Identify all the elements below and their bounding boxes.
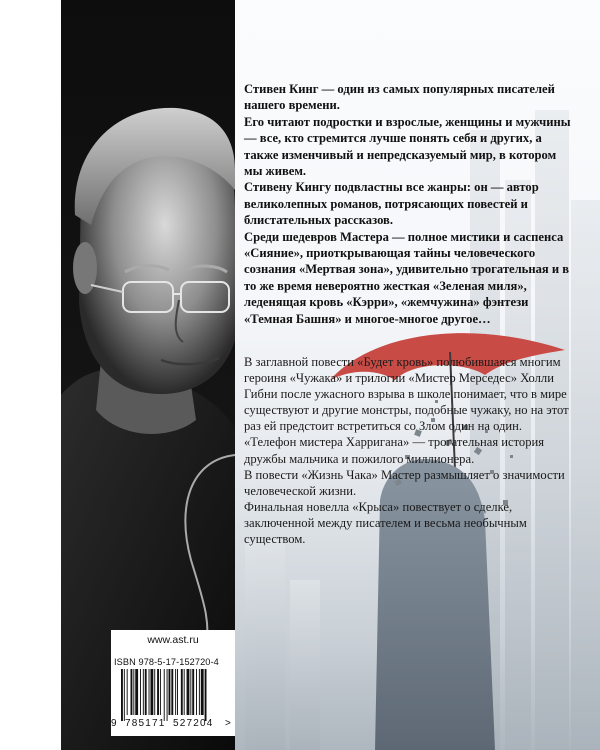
annotation-paragraph: В повести «Жизнь Чака» Мастер размышляет о значимости человеческой жизни. [244, 467, 565, 498]
barcode-bar [150, 669, 153, 715]
barcode-bar [131, 669, 133, 715]
intro-paragraph: Стивену Кингу подвластны все жанры: он — автор великолепных романов, потрясающих повестей и блистательных рассказов. [244, 180, 539, 228]
barcode-bar [157, 669, 159, 715]
barcode-bar [140, 669, 141, 715]
barcode [119, 669, 229, 721]
barcode-bar [164, 669, 165, 721]
barcode-bar [135, 669, 138, 715]
barcode-bar [181, 669, 183, 715]
barcode-bar [205, 669, 207, 721]
barcode-bar [196, 669, 197, 715]
book-annotation [244, 354, 574, 547]
barcode-bar [124, 669, 125, 721]
barcode-bar [187, 669, 190, 715]
annotation-paragraph: В заглавной повести «Будет кровь» полюбившаяся многим героиня «Чужака» и трилогии «Мистер Мерседес» Холли Гибни после ужасного взрыва в школе понимает, что в мире существуют и другие монстры, подобные чужаку, но на этот раз ей предстоит встретиться со Злом один на один. [244, 355, 569, 434]
barcode-bar [160, 669, 161, 715]
intro-paragraph: Стивен Кинг — один из самых популярных писателей нашего времени. [244, 82, 555, 113]
publisher-website: www.ast.ru [147, 634, 199, 646]
barcode-group2: 527204 [173, 718, 214, 729]
barcode-bar [190, 669, 191, 715]
barcode-bar [145, 669, 147, 715]
barcode-first-digit: 9 [111, 718, 117, 729]
barcode-bar [199, 669, 200, 715]
barcode-bar [177, 669, 178, 715]
barcode-bar [143, 669, 144, 715]
barcode-bar [154, 669, 155, 715]
barcode-bar [149, 669, 150, 715]
barcode-marker: > [225, 718, 231, 729]
intro-paragraph: Среди шедевров Мастера — полное мистики и саспенса «Сияние», приоткрывающая тайны человеческого сознания «Мертвая зона», удивительно трогательная и в то же время невероятно жесткая «Зеленая миля», леденящая кровь «Кэрри», «жемчужина» фэнтези «Темная Башня» и многое-многое другое… [244, 229, 570, 326]
barcode-bar [175, 669, 176, 715]
barcode-bar [184, 669, 185, 715]
barcode-bar [121, 669, 123, 721]
annotation-paragraph: «Телефон мистера Харригана» — трогательная история дружбы мальчика и пожилого миллионера. [244, 435, 545, 466]
intro-paragraph: Его читают подростки и взрослые, женщины и мужчины — все, кто стремится лучше понять себя и других, а также изменчивый и непредсказуемый мир, в котором мы живем. [244, 114, 571, 179]
barcode-bar [192, 669, 194, 715]
barcode-bar [201, 669, 204, 715]
barcode-bar [133, 669, 134, 715]
barcode-bar [167, 669, 168, 721]
annotation-paragraph: Финальная новелла «Крыса» повествует о сделке, заключенной между писателем и весьма необычным существом. [244, 499, 527, 547]
barcode-group1: 785171 [125, 718, 166, 729]
author-intro [244, 81, 574, 327]
isbn-label: ISBN 978-5-17-152720-4 [114, 657, 219, 667]
barcode-bar [169, 669, 171, 715]
barcode-bar [171, 669, 173, 715]
barcode-bar [127, 669, 128, 715]
